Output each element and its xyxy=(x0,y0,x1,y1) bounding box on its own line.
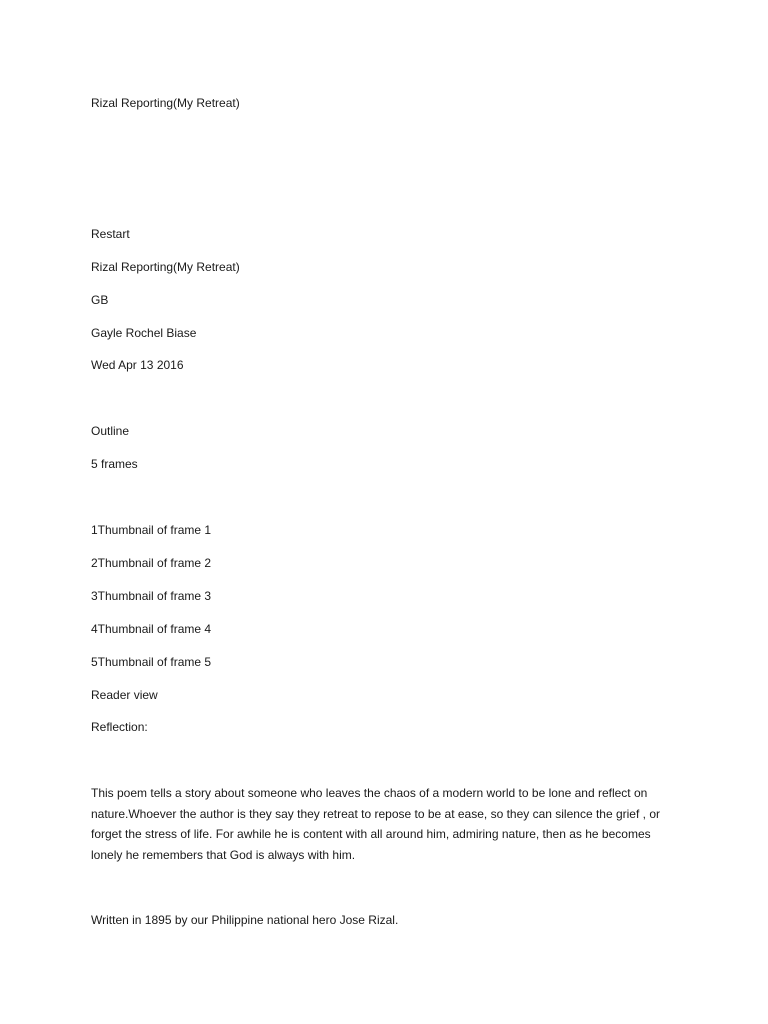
thumbnail-item: 2Thumbnail of frame 2 xyxy=(91,556,212,570)
restart-text: Restart xyxy=(91,227,130,241)
thumbnail-item: 3Thumbnail of frame 3 xyxy=(91,589,212,603)
presentation-title: Rizal Reporting(My Retreat) xyxy=(91,260,240,274)
author-initials: GB xyxy=(91,293,109,307)
thumbnail-item: 5Thumbnail of frame 5 xyxy=(91,655,212,669)
thumbnail-item: 4Thumbnail of frame 4 xyxy=(91,622,212,636)
reflection-heading: Reflection: xyxy=(91,720,148,734)
frames-count: 5 frames xyxy=(91,457,138,471)
reflection-paragraph: This poem tells a story about someone who leaves the chaos of a modern world to be lone and reflect on nature.Whoever the author is they say they retreat to repose to be at ease, so they can silence the grief , or forget the stress of life. For awhile he is content with all around him, admiring nature, then as he becomes lonely he remembers that God is always with him. xyxy=(91,786,660,862)
reader-view-text: Reader view xyxy=(91,688,158,702)
footer-note: Written in 1895 by our Philippine national hero Jose Rizal. xyxy=(91,913,399,927)
outline-heading: Outline xyxy=(91,424,130,438)
thumbnail-item: 1Thumbnail of frame 1 xyxy=(91,523,212,537)
document-date: Wed Apr 13 2016 xyxy=(91,358,184,372)
author-name: Gayle Rochel Biase xyxy=(91,326,197,340)
document-title: Rizal Reporting(My Retreat) xyxy=(91,96,240,110)
